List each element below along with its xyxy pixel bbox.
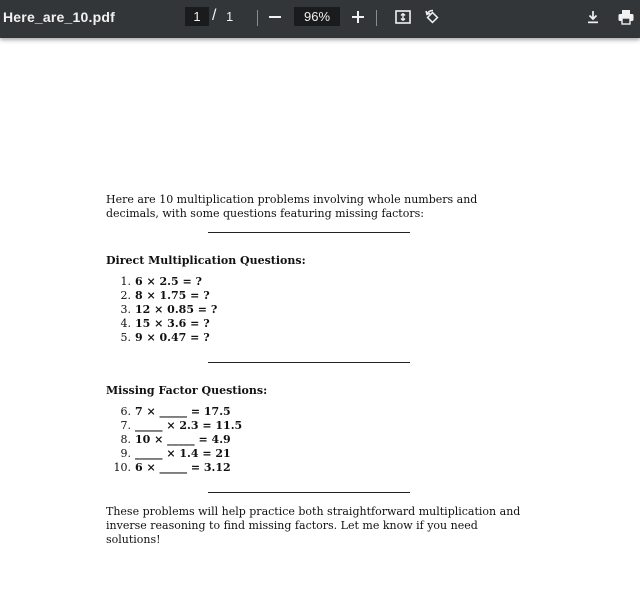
- pdf-toolbar: [0, 0, 640, 38]
- minus-icon: [268, 10, 282, 24]
- print-icon: [617, 8, 635, 26]
- rotate-button[interactable]: [420, 5, 444, 29]
- direct-questions-list: [106, 275, 526, 345]
- rotate-icon: [423, 8, 441, 26]
- list-item: 1. 6 × 2.5 = ?: [120, 275, 202, 288]
- fit-to-page-icon: [394, 8, 412, 26]
- zoom-out-button[interactable]: [263, 5, 287, 29]
- intro-paragraph: Here are 10 multiplication problems involving whole numbers and decimals, with some questions featuring missing factors:: [106, 193, 478, 220]
- missing-factor-list: [106, 405, 526, 475]
- pdf-page: [106, 193, 526, 547]
- download-button[interactable]: [581, 5, 605, 29]
- toolbar-divider: [376, 10, 377, 26]
- document-title: Here_are_10.pdf: [3, 9, 115, 25]
- page-total: 1: [226, 9, 234, 24]
- list-item: 10. 6 × _____ = 3.12: [113, 461, 231, 474]
- list-item: 3. 12 × 0.85 = ?: [120, 303, 218, 316]
- section-heading-direct: Direct Multiplication Questions:: [106, 254, 306, 267]
- page-number-input[interactable]: [185, 7, 209, 26]
- list-item: 9. _____ × 1.4 = 21: [120, 447, 231, 460]
- plus-icon: [351, 10, 365, 24]
- page-separator: /: [212, 7, 217, 24]
- list-item: 8. 10 × _____ = 4.9: [120, 433, 231, 446]
- outro-paragraph: These problems will help practice both straightforward multiplication and inverse reasoning to find missing factors. Let me know if you need solutions!: [106, 505, 521, 546]
- section-heading-missing: Missing Factor Questions:: [106, 384, 268, 397]
- list-item: 7. _____ × 2.3 = 11.5: [120, 419, 243, 432]
- horizontal-rule: [208, 232, 410, 233]
- list-item: 6. 7 × _____ = 17.5: [120, 405, 231, 418]
- toolbar-divider: [257, 10, 258, 26]
- zoom-in-button[interactable]: [346, 5, 370, 29]
- horizontal-rule: [208, 492, 410, 493]
- print-button[interactable]: [614, 5, 638, 29]
- zoom-level-input[interactable]: [294, 7, 340, 26]
- list-item: 4. 15 × 3.6 = ?: [120, 317, 210, 330]
- fit-to-page-button[interactable]: [391, 5, 415, 29]
- list-item: 2. 8 × 1.75 = ?: [120, 289, 210, 302]
- list-item: 5. 9 × 0.47 = ?: [120, 331, 210, 344]
- download-icon: [585, 9, 601, 25]
- horizontal-rule: [208, 362, 410, 363]
- pdf-viewer[interactable]: [0, 38, 640, 591]
